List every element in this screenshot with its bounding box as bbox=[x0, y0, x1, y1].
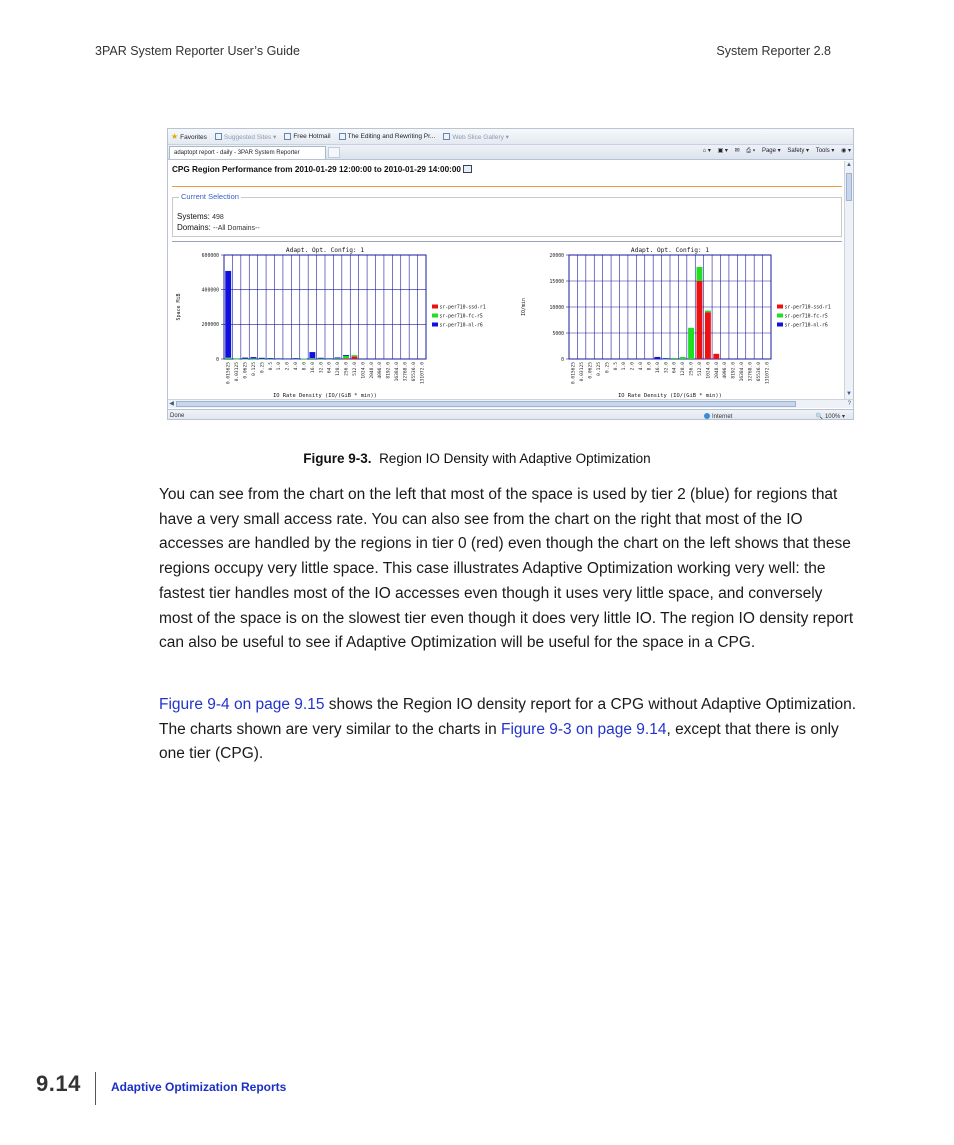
x-tick-label: 16384.0 bbox=[740, 362, 746, 382]
x-tick-label: 0.125 bbox=[596, 362, 602, 376]
scroll-thumb[interactable] bbox=[846, 173, 852, 201]
export-icon[interactable] bbox=[463, 165, 472, 173]
x-axis-label: IO Rate Density (IO/(GiB * min)) bbox=[273, 393, 377, 399]
x-tick-label: 32768.0 bbox=[403, 362, 409, 382]
x-tick-label: 0.25 bbox=[260, 362, 266, 374]
page-icon bbox=[339, 133, 346, 140]
bar-sr-per710-fc-r5 bbox=[225, 358, 231, 359]
bar-sr-per710-fc-r5 bbox=[352, 355, 358, 356]
legend-label: sr-per710-nl-r6 bbox=[439, 323, 483, 329]
y-tick-label: 5000 bbox=[552, 331, 564, 337]
space-chart bbox=[172, 244, 504, 399]
x-tick-label: 0.03125 bbox=[235, 362, 241, 382]
bar-sr-per710-nl-r6 bbox=[343, 355, 349, 356]
io-chart-svg bbox=[517, 244, 846, 399]
report-content bbox=[168, 161, 846, 399]
browser-tab[interactable]: adaptopt report - daily - 3PAR System Reporter bbox=[169, 146, 326, 159]
y-tick-label: 15000 bbox=[549, 279, 564, 285]
x-tick-label: 32768.0 bbox=[748, 362, 754, 382]
bar-sr-per710-fc-r5 bbox=[309, 358, 315, 359]
bar-sr-per710-ssd-r1 bbox=[343, 358, 349, 359]
bar-sr-per710-nl-r6 bbox=[242, 358, 248, 359]
bar-sr-per710-nl-r6 bbox=[318, 358, 324, 359]
page-icon bbox=[284, 133, 291, 140]
globe-icon bbox=[704, 413, 710, 419]
scroll-up-icon[interactable]: ▲ bbox=[846, 162, 852, 168]
legend-label: sr-per710-fc-r5 bbox=[784, 314, 828, 320]
bar-sr-per710-nl-r6 bbox=[326, 358, 332, 359]
new-tab-button[interactable] bbox=[328, 147, 340, 158]
legend-swatch bbox=[432, 314, 438, 318]
footer-section-title: Adaptive Optimization Reports bbox=[111, 1080, 287, 1094]
x-tick-label: 4096.0 bbox=[723, 362, 729, 379]
y-tick-label: 0 bbox=[561, 357, 564, 363]
x-tick-label: 0.25 bbox=[605, 362, 611, 374]
status-bar bbox=[168, 409, 853, 420]
x-tick-label: 2048.0 bbox=[369, 362, 375, 379]
x-tick-label: 32.0 bbox=[319, 362, 325, 374]
x-tick-label: 1.0 bbox=[622, 362, 628, 371]
figure-caption-text: Region IO Density with Adaptive Optimization bbox=[379, 451, 651, 466]
legend-swatch bbox=[432, 305, 438, 309]
x-tick-label: 2.0 bbox=[285, 362, 291, 371]
page-menu[interactable]: Page ▾ bbox=[761, 148, 781, 154]
x-tick-label: 0.5 bbox=[613, 362, 619, 371]
scroll-down-icon[interactable]: ▼ bbox=[846, 391, 852, 397]
figure-caption bbox=[0, 451, 954, 466]
scroll-left-icon[interactable]: ◀ bbox=[169, 401, 174, 407]
bar-sr-per710-fc-r5 bbox=[242, 359, 248, 360]
bar-sr-per710-nl-r6 bbox=[335, 357, 341, 358]
x-tick-label: 4.0 bbox=[294, 362, 300, 371]
legend-swatch bbox=[432, 323, 438, 327]
legend-swatch bbox=[777, 305, 783, 309]
x-tick-label: 1024.0 bbox=[361, 362, 367, 379]
web-slice-link[interactable]: Web Slice Gallery ▾ bbox=[443, 133, 509, 141]
free-hotmail-link[interactable]: Free Hotmail bbox=[284, 133, 330, 140]
bar-sr-per710-nl-r6 bbox=[267, 358, 273, 359]
x-tick-label: 0.0625 bbox=[243, 362, 249, 379]
vertical-scrollbar[interactable] bbox=[844, 161, 853, 399]
x-tick-label: 4.0 bbox=[639, 362, 645, 371]
scroll-right-icon[interactable]: ? bbox=[847, 401, 851, 407]
x-tick-label: 65536.0 bbox=[411, 362, 417, 382]
legend-label: sr-per710-nl-r6 bbox=[784, 323, 828, 329]
feeds-icon[interactable]: ▣ ▾ bbox=[717, 148, 728, 154]
legend-label: sr-per710-fc-r5 bbox=[439, 314, 483, 320]
io-chart bbox=[517, 244, 846, 399]
y-tick-label: 200000 bbox=[201, 323, 219, 329]
x-tick-label: 131072.0 bbox=[420, 362, 426, 385]
x-tick-label: 16384.0 bbox=[395, 362, 401, 382]
x-tick-label: 1024.0 bbox=[706, 362, 712, 379]
report-title: CPG Region Performance from 2010-01-29 12:00:00 to 2010-01-29 14:00:00 bbox=[172, 165, 472, 174]
y-axis-label: Space MiB bbox=[176, 293, 182, 321]
zoom-control[interactable]: 🔍 100% ▾ bbox=[815, 414, 845, 420]
current-selection-box bbox=[172, 192, 842, 237]
x-axis-label: IO Rate Density (IO/(GiB * min)) bbox=[618, 393, 722, 399]
bar-sr-per710-fc-r5 bbox=[259, 359, 265, 360]
favorites-button[interactable]: ★ Favorites bbox=[171, 132, 207, 141]
x-tick-label: 8192.0 bbox=[386, 362, 392, 379]
bar-sr-per710-fc-r5 bbox=[251, 358, 257, 359]
x-tick-label: 0.5 bbox=[268, 362, 274, 371]
systems-value: 498 bbox=[212, 214, 224, 221]
y-axis-label: IO/min bbox=[521, 297, 527, 317]
page-icon bbox=[215, 133, 222, 140]
bar-sr-per710-fc-r5 bbox=[301, 358, 307, 359]
x-tick-label: 16.0 bbox=[655, 362, 661, 374]
status-text: Done bbox=[170, 413, 185, 419]
bar-sr-per710-nl-r6 bbox=[225, 271, 231, 358]
systems-row: Systems: 498 bbox=[177, 212, 224, 221]
chart-title: Adapt. Opt. Config: 1 bbox=[285, 247, 365, 254]
x-tick-label: 16.0 bbox=[310, 362, 316, 374]
x-tick-label: 128.0 bbox=[681, 362, 687, 376]
x-tick-label: 0.015625 bbox=[226, 362, 232, 385]
body-paragraph-1: You can see from the chart on the left that most of the space is used by tier 2 (blue) for regions that have a very small access rate. You can also see from the chart on the right that most of the IO accesses are handled by the regions in tier 0 (red) even though the chart on the left shows that these regions occupy very little space. This case illustrates Adaptive Optimization working very well: the fastest tier handles most of the IO accesses even though it uses very little space, and conversely most of the space is on the slowest tier even though it does very little IO. The region IO density report can also be useful to see if Adaptive Optimization will be useful for the space in a CPG. bbox=[159, 486, 854, 652]
bar-sr-per710-fc-r5 bbox=[671, 358, 677, 359]
bar-sr-per710-fc-r5 bbox=[680, 357, 686, 359]
y-tick-label: 400000 bbox=[201, 288, 219, 294]
bar-sr-per710-ssd-r1 bbox=[705, 312, 711, 359]
legend-label: sr-per710-ssd-r1 bbox=[784, 305, 831, 311]
x-tick-label: 256.0 bbox=[344, 362, 350, 376]
domains-value: --All Domains-- bbox=[213, 225, 260, 232]
x-tick-label: 2.0 bbox=[630, 362, 636, 371]
bar-sr-per710-fc-r5 bbox=[318, 358, 324, 359]
x-tick-label: 8192.0 bbox=[731, 362, 737, 379]
print-icon[interactable]: ⎙ ▾ bbox=[746, 148, 756, 154]
page-icon bbox=[443, 133, 450, 140]
x-tick-label: 4096.0 bbox=[378, 362, 384, 379]
suggested-sites-link[interactable]: Suggested Sites ▾ bbox=[215, 133, 276, 141]
x-tick-label: 256.0 bbox=[689, 362, 695, 376]
editing-link[interactable]: The Editing and Rewriting Pr... bbox=[339, 133, 436, 140]
figure-9-4-link[interactable]: Figure 9-4 on page 9.15 bbox=[159, 696, 325, 713]
bar-sr-per710-ssd-r1 bbox=[697, 281, 703, 359]
star-icon: ★ bbox=[171, 132, 179, 141]
figure-number: Figure 9-3. bbox=[303, 451, 372, 466]
bar-sr-per710-ssd-r1 bbox=[713, 354, 719, 359]
current-selection-legend: Current Selection bbox=[181, 192, 239, 201]
x-tick-label: 0.125 bbox=[251, 362, 257, 376]
title-divider bbox=[172, 186, 842, 187]
safety-menu[interactable]: Safety ▾ bbox=[787, 148, 810, 154]
legend-swatch bbox=[777, 314, 783, 318]
scroll-thumb-horizontal[interactable] bbox=[176, 401, 796, 407]
horizontal-scrollbar[interactable] bbox=[168, 399, 853, 408]
tools-menu[interactable]: Tools ▾ bbox=[815, 148, 835, 154]
bar-sr-per710-nl-r6 bbox=[284, 358, 290, 359]
bar-sr-per710-ssd-r1 bbox=[352, 357, 358, 359]
mail-icon[interactable]: ✉ bbox=[734, 148, 740, 154]
bar-sr-per710-nl-r6 bbox=[663, 358, 669, 359]
favorites-bar bbox=[168, 129, 853, 145]
browser-screenshot bbox=[167, 128, 854, 420]
bar-sr-per710-nl-r6 bbox=[259, 358, 265, 359]
home-icon[interactable]: ⌂ ▾ bbox=[702, 148, 711, 154]
help-icon[interactable]: ◉ ▾ bbox=[841, 148, 851, 154]
x-tick-label: 1.0 bbox=[277, 362, 283, 371]
x-tick-label: 512.0 bbox=[697, 362, 703, 376]
x-tick-label: 512.0 bbox=[352, 362, 358, 376]
command-bar bbox=[698, 147, 851, 155]
x-tick-label: 64.0 bbox=[672, 362, 678, 374]
x-tick-label: 64.0 bbox=[327, 362, 333, 374]
bar-sr-per710-nl-r6 bbox=[309, 352, 315, 358]
x-tick-label: 8.0 bbox=[647, 362, 653, 371]
chart-divider bbox=[172, 241, 842, 242]
page-number: 9.14 bbox=[36, 1071, 81, 1096]
x-tick-label: 2048.0 bbox=[714, 362, 720, 379]
x-tick-label: 128.0 bbox=[336, 362, 342, 376]
y-tick-label: 10000 bbox=[549, 305, 564, 311]
x-tick-label: 32.0 bbox=[664, 362, 670, 374]
legend-swatch bbox=[777, 323, 783, 327]
x-tick-label: 0.0625 bbox=[588, 362, 594, 379]
tab-bar bbox=[168, 145, 853, 160]
x-tick-label: 0.015625 bbox=[571, 362, 577, 385]
x-tick-label: 65536.0 bbox=[756, 362, 762, 382]
figure-9-3-link[interactable]: Figure 9-3 on page 9.14 bbox=[501, 720, 667, 738]
bar-sr-per710-fc-r5 bbox=[697, 267, 703, 281]
x-tick-label: 8.0 bbox=[302, 362, 308, 371]
bar-sr-per710-fc-r5 bbox=[234, 359, 240, 360]
body-paragraph-2: Figure 9-4 on page 9.15 shows the Region IO density report for a CPG without Adaptive Optimization. The charts shown are very similar to the charts in Figure 9-3 on page 9.14, except that there is only one tier (CPG). bbox=[159, 696, 857, 763]
bar-sr-per710-fc-r5 bbox=[688, 328, 694, 359]
y-tick-label: 0 bbox=[216, 357, 219, 363]
running-header-version: System Reporter 2.8 bbox=[716, 44, 831, 58]
x-tick-label: 0.03125 bbox=[580, 362, 586, 382]
chart-title: Adapt. Opt. Config: 1 bbox=[630, 247, 710, 254]
bar-sr-per710-nl-r6 bbox=[276, 358, 282, 359]
bar-sr-per710-nl-r6 bbox=[293, 358, 299, 359]
y-tick-label: 600000 bbox=[201, 253, 219, 259]
footer-divider bbox=[95, 1072, 96, 1105]
x-tick-label: 131072.0 bbox=[765, 362, 771, 385]
bar-sr-per710-nl-r6 bbox=[654, 357, 660, 359]
space-chart-svg bbox=[172, 244, 504, 399]
domains-row: Domains: --All Domains-- bbox=[177, 223, 260, 232]
bar-sr-per710-fc-r5 bbox=[705, 311, 711, 313]
bar-sr-per710-nl-r6 bbox=[251, 357, 257, 358]
legend-label: sr-per710-ssd-r1 bbox=[439, 305, 486, 311]
security-zone: Internet bbox=[704, 413, 732, 420]
running-header-title: 3PAR System Reporter User’s Guide bbox=[95, 44, 300, 58]
y-tick-label: 20000 bbox=[549, 253, 564, 259]
